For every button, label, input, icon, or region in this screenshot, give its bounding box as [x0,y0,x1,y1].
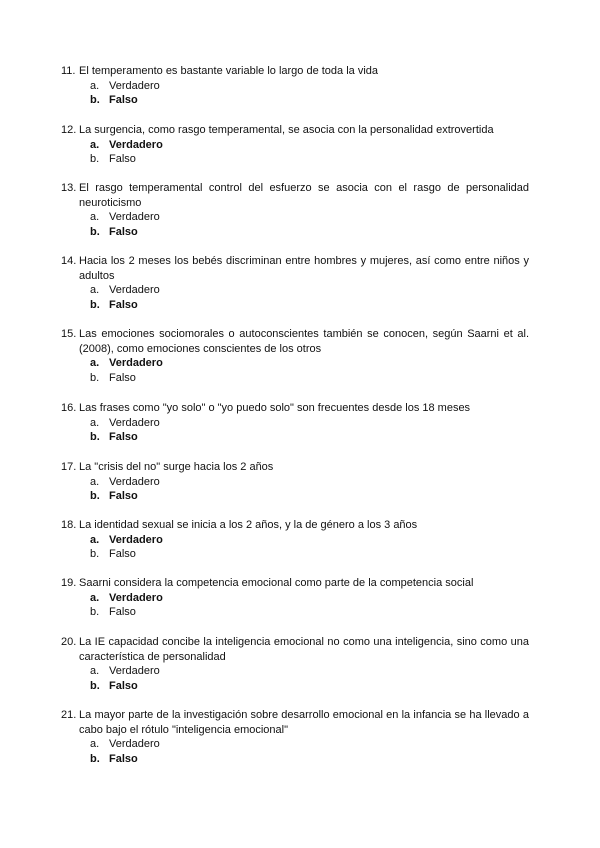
option-a: a. Verdadero [90,475,160,488]
question-12 [61,123,529,167]
question-text: La surgencia, como rasgo temperamental, se asocia con la personalidad extrovertida [79,124,494,136]
question-17 [61,460,529,504]
option-label: Verdadero [109,416,160,429]
question-number: 13. [61,182,77,194]
question-text: Las emociones sociomorales o autoconscientes también se conocen, según Saarni et al. (2008), como emociones conscientes de los otros [79,328,529,355]
option-label: Falso [109,548,136,561]
question-number: 11. [61,65,76,77]
question-text: La IE capacidad concibe la inteligencia emocional no como una inteligencia, sino como una característica de personalidad [79,636,529,663]
option-label: Verdadero [109,591,163,604]
option-label: Falso [109,94,138,107]
option-a-correct: a. Verdadero [90,138,163,151]
question-text: Hacia los 2 meses los bebés discriminan entre hombres y mujeres, así como entre niños y adultos [79,255,529,282]
options-list [90,737,529,766]
options-list [90,533,529,562]
option-label: Verdadero [109,533,163,546]
option-b: b. Falso [90,153,136,166]
option-label: Verdadero [109,211,160,224]
question-number: 12. [61,124,77,136]
option-label: Verdadero [109,138,163,151]
option-a-correct: a. Verdadero [90,591,163,604]
question-number: 18. [61,519,77,531]
question-16 [61,401,529,445]
question-21 [61,708,529,766]
question-number: 17. [61,461,77,473]
question-19 [61,576,529,620]
option-b: b. Falso [90,606,136,619]
options-list [90,138,529,167]
question-text: La "crisis del no" surge hacia los 2 años [79,461,274,473]
option-b-correct: b. Falso [90,490,138,503]
option-a: a. Verdadero [90,416,160,429]
question-text: La identidad sexual se inicia a los 2 años, y la de género a los 3 años [79,519,418,531]
question-number: 20. [61,636,77,648]
option-label: Falso [109,298,138,311]
option-label: Verdadero [109,79,160,92]
question-18 [61,518,529,562]
option-a: a. Verdadero [90,738,160,751]
option-a: a. Verdadero [90,79,160,92]
question-text: Saarni considera la competencia emocional como parte de la competencia social [79,577,474,589]
option-label: Verdadero [109,475,160,488]
options-list [90,79,529,108]
option-label: Falso [109,679,138,692]
option-label: Falso [109,752,138,765]
option-a: a. Verdadero [90,665,160,678]
options-list [90,210,529,239]
question-20 [61,635,529,693]
question-number: 15. [61,328,77,340]
question-15 [61,327,529,385]
option-label: Verdadero [109,284,160,297]
option-b-correct: b. Falso [90,431,138,444]
option-label: Verdadero [109,665,160,678]
option-b-correct: b. Falso [90,679,138,692]
question-number: 14. [61,255,77,267]
option-a-correct: a. Verdadero [90,533,163,546]
question-text: El temperamento es bastante variable lo largo de toda la vida [79,65,379,77]
option-label: Verdadero [109,357,163,370]
option-a: a. Verdadero [90,284,160,297]
options-list [90,664,529,693]
option-label: Falso [109,606,136,619]
question-number: 19. [61,577,77,589]
question-13 [61,181,529,239]
option-b-correct: b. Falso [90,225,138,238]
options-list [90,416,529,445]
option-a-correct: a. Verdadero [90,357,163,370]
option-b-correct: b. Falso [90,298,138,311]
option-label: Falso [109,371,136,384]
option-label: Falso [109,431,138,444]
option-b-correct: b. Falso [90,94,138,107]
option-label: Verdadero [109,738,160,751]
options-list [90,356,529,385]
option-label: Falso [109,490,138,503]
option-a: a. Verdadero [90,211,160,224]
question-14 [61,254,529,312]
question-text: La mayor parte de la investigación sobre desarrollo emocional en la infancia se ha llevado a cabo bajo el rótulo "inteligencia emocional" [79,709,529,736]
option-b: b. Falso [90,371,136,384]
question-11 [61,64,529,108]
question-number: 21. [61,709,77,721]
question-text: Las frases como "yo solo" o "yo puedo solo" son frecuentes desde los 18 meses [79,402,471,414]
options-list [90,283,529,312]
option-label: Falso [109,225,138,238]
option-label: Falso [109,153,136,166]
option-b-correct: b. Falso [90,752,138,765]
options-list [90,591,529,620]
option-b: b. Falso [90,548,136,561]
question-text: El rasgo temperamental control del esfuerzo se asocia con el rasgo de personalidad neuroticismo [79,182,529,209]
question-number: 16. [61,402,77,414]
options-list [90,475,529,504]
